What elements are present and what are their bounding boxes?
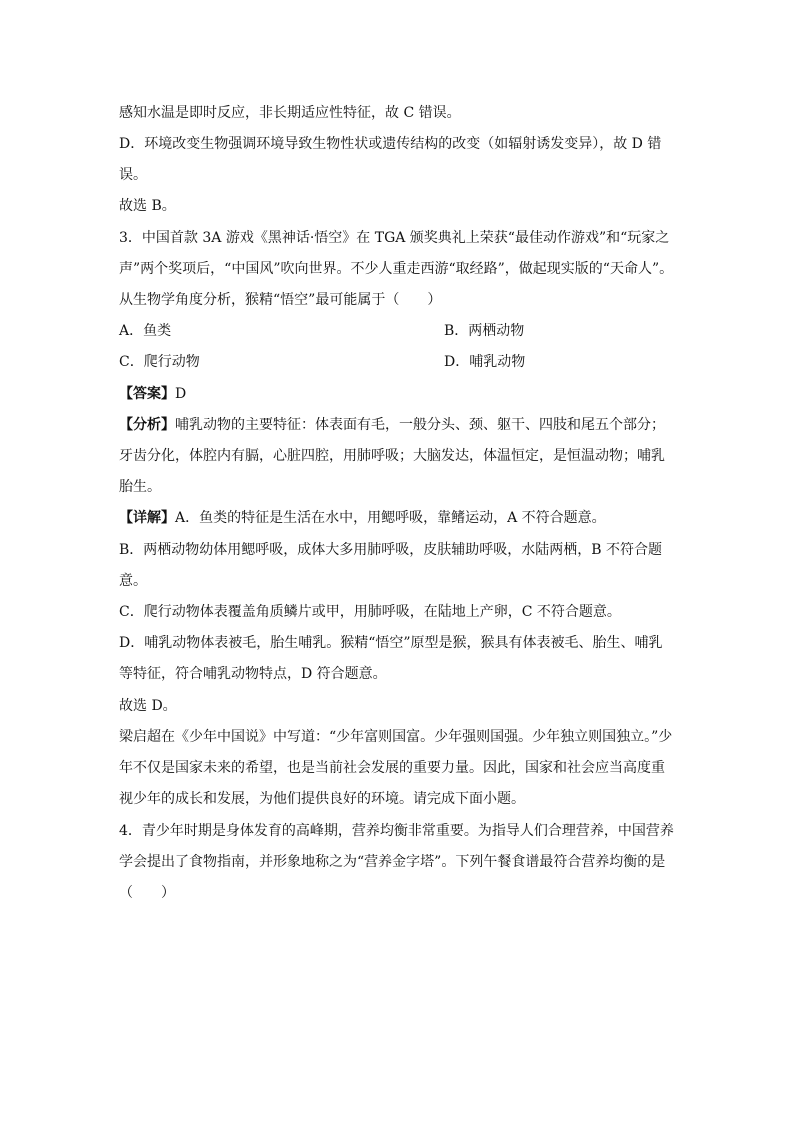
analysis-line: 牙齿分化，体腔内有膈，心脏四腔，用肺呼吸；大脑发达，体温恒定，是恒温动物；哺乳 — [119, 448, 665, 464]
analysis-line: 胎生。 — [119, 479, 161, 495]
passage-line: 视少年的成长和发展，为他们提供良好的环境。请完成下面小题。 — [119, 791, 525, 807]
detail-line: C．爬行动物体表覆盖角质鳞片或甲，用肺呼吸，在陆地上产卵，C 不符合题意。 — [119, 604, 621, 620]
analysis-tag: 【分析】 — [119, 417, 175, 433]
passage-line: 年不仅是国家未来的希望，也是当前社会发展的重要力量。因此，国家和社会应当高度重 — [119, 760, 665, 776]
question-4-line: 学会提出了食物指南，并形象地称之为“营养金字塔”。下列午餐食谱最符合营养均衡的是 — [119, 854, 666, 870]
text-line: 误。 — [119, 167, 147, 183]
detail-line: B．两栖动物幼体用鳃呼吸，成体大多用肺呼吸，皮肤辅助呼吸，水陆两栖，B 不符合题 — [119, 542, 663, 558]
question-4-line: （ ） — [119, 885, 175, 901]
question-3-line: 3．中国首款 3A 游戏《黑神话·悟空》在 TGA 颁奖典礼上荣获“最佳动作游戏”和“玩家之 — [119, 230, 670, 246]
option-b: B．两栖动物 — [444, 323, 525, 339]
text-line: 故选 B。 — [119, 198, 176, 214]
text-line: D．环境改变生物强调环境导致生物性状或遗传结构的改变（如辐射诱发变异），故 D 错 — [119, 136, 662, 152]
detail-line: 故选 D。 — [119, 698, 177, 714]
detail-line: 意。 — [119, 573, 147, 589]
analysis-text: 哺乳动物的主要特征：体表面有毛，一般分头、颈、躯干、四肢和尾五个部分； — [175, 417, 665, 433]
answer-tag: 【答案】 — [119, 386, 175, 402]
detail-line: 等特征，符合哺乳动物特点，D 符合题意。 — [119, 666, 387, 682]
answer-value: D — [175, 386, 187, 402]
analysis-line — [119, 416, 665, 434]
question-3-line: 从生物学角度分析，猴精“悟空”最可能属于（ ） — [119, 292, 442, 308]
detail-line — [119, 509, 606, 527]
passage-line: 梁启超在《少年中国说》中写道：“少年富则国富。少年强则国强。少年独立则国独立。”少 — [119, 729, 673, 745]
option-a: A．鱼类 — [119, 323, 172, 339]
text-line: 感知水温是即时反应，非长期适应性特征，故 C 错误。 — [119, 105, 461, 121]
detail-text: A．鱼类的特征是生活在水中，用鳃呼吸，靠鳍运动，A 不符合题意。 — [175, 510, 606, 526]
detail-tag: 【详解】 — [119, 510, 175, 526]
detail-line: D．哺乳动物体表被毛，胎生哺乳。猴精“悟空”原型是猴，猴具有体表被毛、胎生、哺乳 — [119, 635, 663, 651]
question-4-line: 4．青少年时期是身体发育的高峰期，营养均衡非常重要。为指导人们合理营养，中国营养 — [119, 823, 674, 839]
answer-line — [119, 385, 186, 403]
option-c: C．爬行动物 — [119, 354, 200, 370]
question-3-line: 声”两个奖项后，“中国风”吹向世界。不少人重走西游“取经路”，做起现实版的“天命人”。 — [119, 261, 674, 277]
option-d: D．哺乳动物 — [444, 354, 526, 370]
